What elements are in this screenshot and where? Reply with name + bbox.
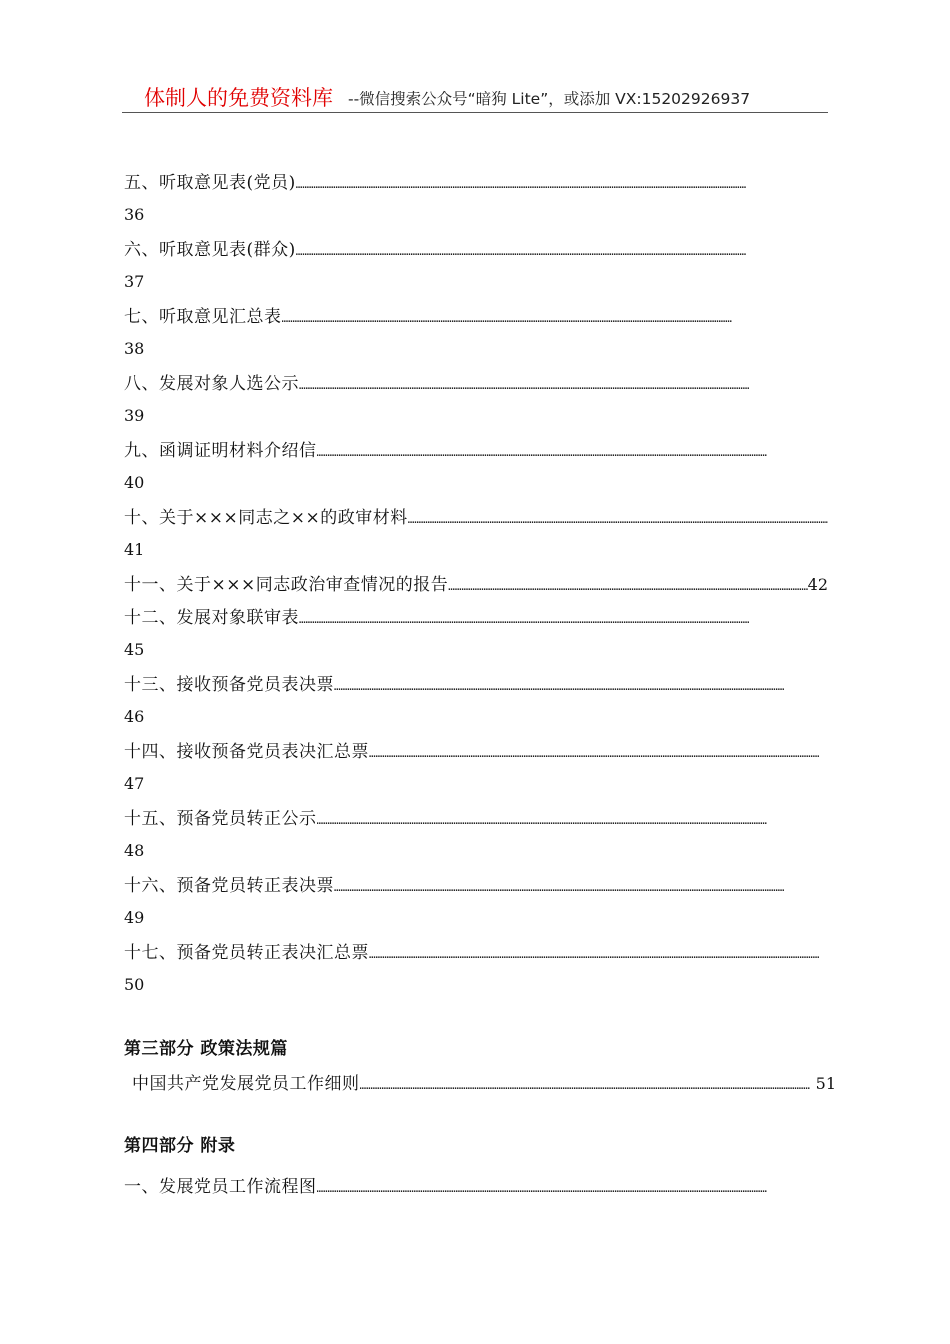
toc-entry <box>124 572 828 598</box>
toc-entry <box>124 438 828 464</box>
toc-entry-title: 八、发展对象人选公示 <box>124 374 299 394</box>
toc-entry-page: 51 <box>815 1074 836 1093</box>
dot-leader <box>334 674 828 698</box>
toc-entry <box>124 170 828 196</box>
toc-entry-title: 十六、预备党员转正表决票 <box>124 876 334 896</box>
toc-entry-title: 中国共产党发展党员工作细则 <box>132 1074 360 1094</box>
toc-entry <box>124 237 828 263</box>
dot-leader <box>408 507 828 531</box>
toc-entry-page: 36 <box>124 205 145 224</box>
toc-entry-title: 十五、预备党员转正公示 <box>124 809 317 829</box>
toc-entry-title: 十、关于×××同志之××的政审材料 <box>124 508 408 528</box>
toc-entry-page: 39 <box>124 406 145 425</box>
dot-leader <box>360 1073 816 1097</box>
toc-entry-page: 45 <box>124 640 145 659</box>
toc-entry-page: 46 <box>124 707 145 726</box>
toc-entry-title: 五、听取意见表(党员) <box>124 173 296 193</box>
header-subtitle: --微信搜索公众号“暗狗 Lite”，或添加 VX:15202926937 <box>348 90 751 108</box>
dot-leader <box>317 808 829 832</box>
toc-entry-title: 七、听取意见汇总表 <box>124 307 282 327</box>
toc-entry-title: 十二、发展对象联审表 <box>124 608 299 628</box>
dot-leader <box>299 373 828 397</box>
toc-entry <box>124 371 828 397</box>
dot-leader <box>296 239 828 263</box>
section-heading-part3: 第三部分 政策法规篇 <box>124 1039 288 1059</box>
dot-leader <box>299 607 828 631</box>
dot-leader <box>282 306 829 330</box>
toc-entry-page: 40 <box>124 473 145 492</box>
toc-entry <box>124 605 828 631</box>
toc-entry-page: 42 <box>807 575 828 594</box>
toc-entry <box>124 1071 836 1097</box>
toc-entry <box>124 505 828 531</box>
toc-entry-title: 一、发展党员工作流程图 <box>124 1177 317 1197</box>
toc-entry-title: 九、函调证明材料介绍信 <box>124 441 317 461</box>
toc-entry-page: 37 <box>124 272 145 291</box>
toc-entry <box>124 1174 828 1200</box>
page-header <box>122 84 828 113</box>
toc-entry-page: 47 <box>124 774 145 793</box>
toc-entry-title: 十三、接收预备党员表决票 <box>124 675 334 695</box>
toc-entry-page: 50 <box>124 975 145 994</box>
dot-leader <box>296 172 828 196</box>
toc-entry-page: 49 <box>124 908 145 927</box>
toc-entry <box>124 873 828 899</box>
section-heading-part4: 第四部分 附录 <box>124 1136 236 1156</box>
toc-entry-title: 十一、关于×××同志政治审查情况的报告 <box>124 575 449 595</box>
header-brand: 体制人的免费资料库 <box>144 86 333 110</box>
dot-leader <box>317 440 829 464</box>
toc-entry-page: 48 <box>124 841 145 860</box>
dot-leader <box>317 1176 829 1200</box>
dot-leader <box>369 942 828 966</box>
toc-entry <box>124 940 828 966</box>
dot-leader <box>448 574 807 598</box>
toc-entry-title: 十七、预备党员转正表决汇总票 <box>124 943 369 963</box>
toc-entry <box>124 304 828 330</box>
toc-entry-title: 十四、接收预备党员表决汇总票 <box>124 742 369 762</box>
toc-entry-title: 六、听取意见表(群众) <box>124 240 296 260</box>
toc-entry <box>124 806 828 832</box>
toc-entry <box>124 739 828 765</box>
toc-entry-page: 38 <box>124 339 145 358</box>
dot-leader <box>369 741 828 765</box>
toc-entry <box>124 672 828 698</box>
dot-leader <box>334 875 828 899</box>
toc-entry-page: 41 <box>124 540 145 559</box>
